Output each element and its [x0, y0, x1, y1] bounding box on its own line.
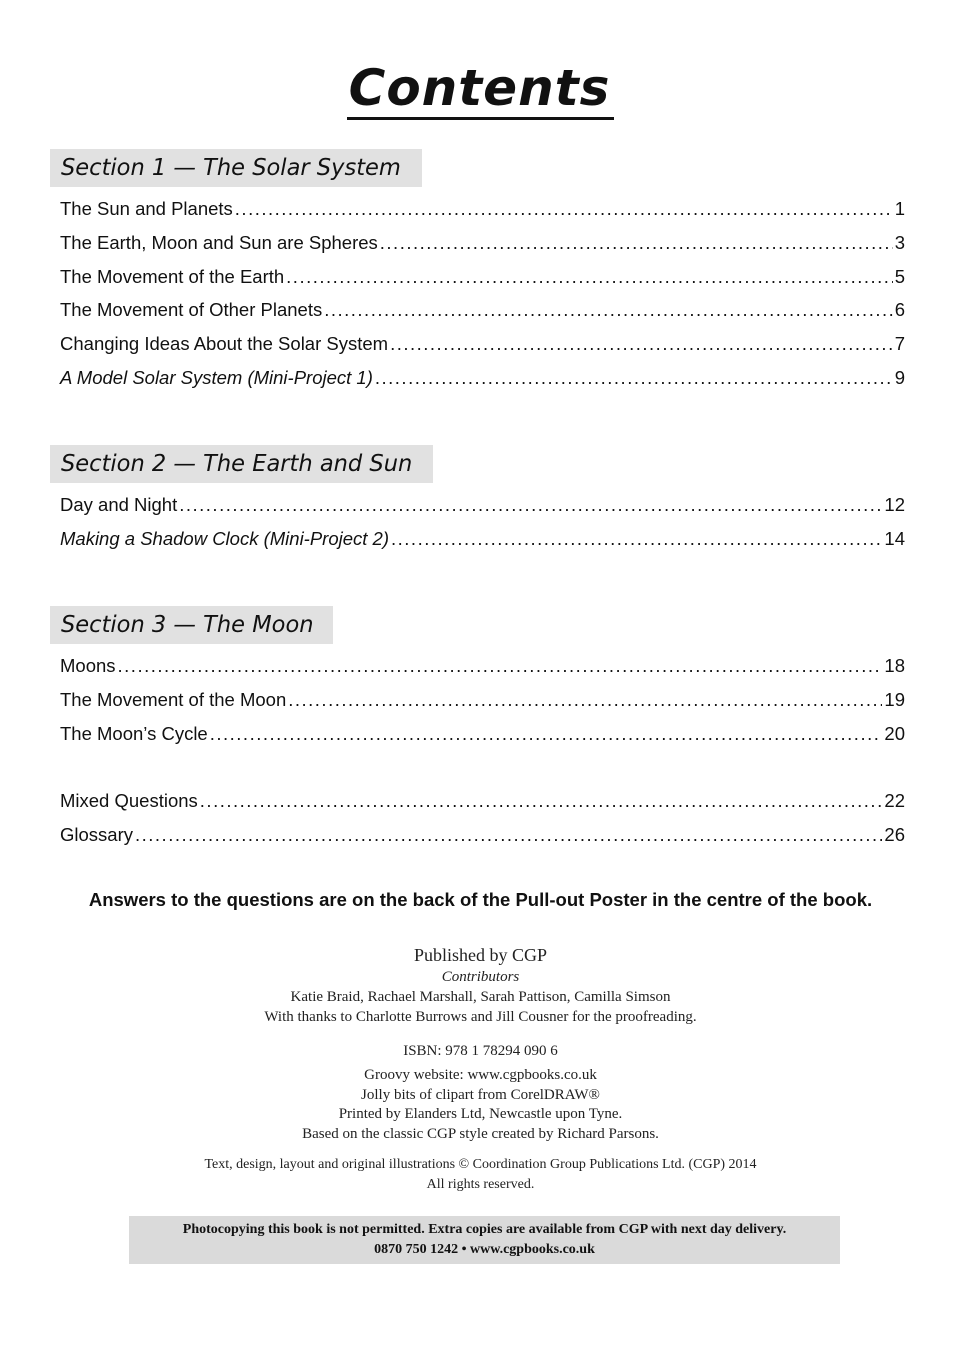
- toc-entry[interactable]: [60, 264, 905, 290]
- publisher-info: [0, 943, 961, 1027]
- toc-entry[interactable]: [60, 196, 905, 222]
- toc-entry-glossary[interactable]: [60, 822, 905, 848]
- toc-entry-title: Day and Night: [60, 494, 178, 515]
- toc-entry[interactable]: [60, 297, 905, 323]
- toc-entry-page: 6: [894, 299, 905, 320]
- section-header-solar-system: Section 1 — The Solar System: [50, 149, 422, 187]
- dot-leader: [324, 297, 892, 323]
- copyright-line: Text, design, layout and original illustrations © Coordination Group Publications Ltd. (CGP) 2014: [204, 1157, 757, 1172]
- toc-entry[interactable]: [60, 492, 905, 518]
- toc-entry-page: 19: [884, 689, 905, 710]
- contributors-label: Contributors: [441, 969, 520, 985]
- toc-entry-title: The Sun and Planets: [60, 198, 233, 219]
- toc-entry-page: 14: [884, 528, 905, 549]
- toc-entry-page: 9: [894, 367, 905, 388]
- publisher-details: [0, 1041, 961, 1061]
- copyright-block: [0, 1155, 961, 1195]
- toc-entry-title: Making a Shadow Clock (Mini-Project 2): [60, 528, 390, 549]
- dot-leader: [286, 264, 893, 290]
- toc-entry-title: Changing Ideas About the Solar System: [60, 333, 389, 354]
- dot-leader: [210, 721, 883, 747]
- photocopy-notice: Photocopying this book is not permitted. Extra copies are available from CGP with next day delivery.: [182, 1222, 787, 1237]
- printer-line: Printed by Elanders Ltd, Newcastle upon Tyne.: [338, 1106, 623, 1122]
- dot-leader: [179, 492, 882, 518]
- dot-leader: [200, 788, 883, 814]
- toc-entry[interactable]: [60, 721, 905, 747]
- style-credit-line: Based on the classic CGP style created by Richard Parsons.: [302, 1125, 659, 1142]
- answers-note: Answers to the questions are on the back of the Pull-out Poster in the centre of the book.: [88, 889, 873, 910]
- toc-entry-page: 22: [884, 790, 905, 811]
- toc-entry-title: The Movement of the Earth: [60, 266, 285, 287]
- toc-entry-page: 1: [894, 198, 905, 219]
- dot-leader: [375, 365, 893, 391]
- isbn: ISBN: 978 1 78294 090 6: [403, 1043, 558, 1059]
- toc-entry-title: The Earth, Moon and Sun are Spheres: [60, 232, 378, 253]
- website-line: Groovy website: www.cgpbooks.co.uk: [364, 1067, 597, 1083]
- toc-entry-title: A Model Solar System (Mini-Project 1): [60, 367, 373, 388]
- toc-entry-page: 5: [894, 266, 905, 287]
- toc-entry-title: Glossary: [60, 824, 133, 845]
- dot-leader: [391, 526, 882, 552]
- toc-entry[interactable]: [60, 331, 905, 357]
- dot-leader: [235, 196, 893, 222]
- toc-entry-title: The Moon’s Cycle: [60, 723, 208, 744]
- contact-line: 0870 750 1242 • www.cgpbooks.co.uk: [374, 1242, 595, 1257]
- thanks-line: With thanks to Charlotte Burrows and Jill Cousner for the proofreading.: [264, 1009, 697, 1025]
- toc-entry-page: 26: [884, 824, 905, 845]
- section-header-moon: Section 3 — The Moon: [50, 606, 333, 644]
- contributors-list: Katie Braid, Rachael Marshall, Sarah Pattison, Camilla Simson: [290, 989, 671, 1005]
- toc-entry-page: 7: [894, 333, 905, 354]
- dot-leader: [118, 653, 883, 679]
- rights-line: All rights reserved.: [426, 1177, 535, 1192]
- page-title: Contents: [0, 56, 961, 120]
- toc-entry-title: The Movement of Other Planets: [60, 299, 323, 320]
- published-by: Published by CGP: [413, 945, 548, 965]
- toc-entry-page: 3: [894, 232, 905, 253]
- dot-leader: [380, 230, 893, 256]
- toc-entry-mixed-questions[interactable]: [60, 788, 905, 814]
- dot-leader: [288, 687, 882, 713]
- toc-entry[interactable]: [60, 687, 905, 713]
- dot-leader: [135, 822, 882, 848]
- section-header-earth-and-sun: Section 2 — The Earth and Sun: [50, 445, 433, 483]
- toc-entry-mini-project[interactable]: [60, 526, 905, 552]
- footer-notice: [129, 1216, 840, 1264]
- toc-entry-page: 18: [884, 655, 905, 676]
- toc-entry-page: 12: [884, 494, 905, 515]
- toc-entry-title: Moons: [60, 655, 116, 676]
- publisher-credits: [0, 1066, 961, 1144]
- toc-entry-mini-project[interactable]: [60, 365, 905, 391]
- clipart-line: Jolly bits of clipart from CorelDRAW®: [361, 1086, 600, 1103]
- toc-entry-title: The Movement of the Moon: [60, 689, 287, 710]
- toc-entry-title: Mixed Questions: [60, 790, 198, 811]
- toc-entry[interactable]: [60, 653, 905, 679]
- toc-entry[interactable]: [60, 230, 905, 256]
- dot-leader: [390, 331, 893, 357]
- toc-entry-page: 20: [884, 723, 905, 744]
